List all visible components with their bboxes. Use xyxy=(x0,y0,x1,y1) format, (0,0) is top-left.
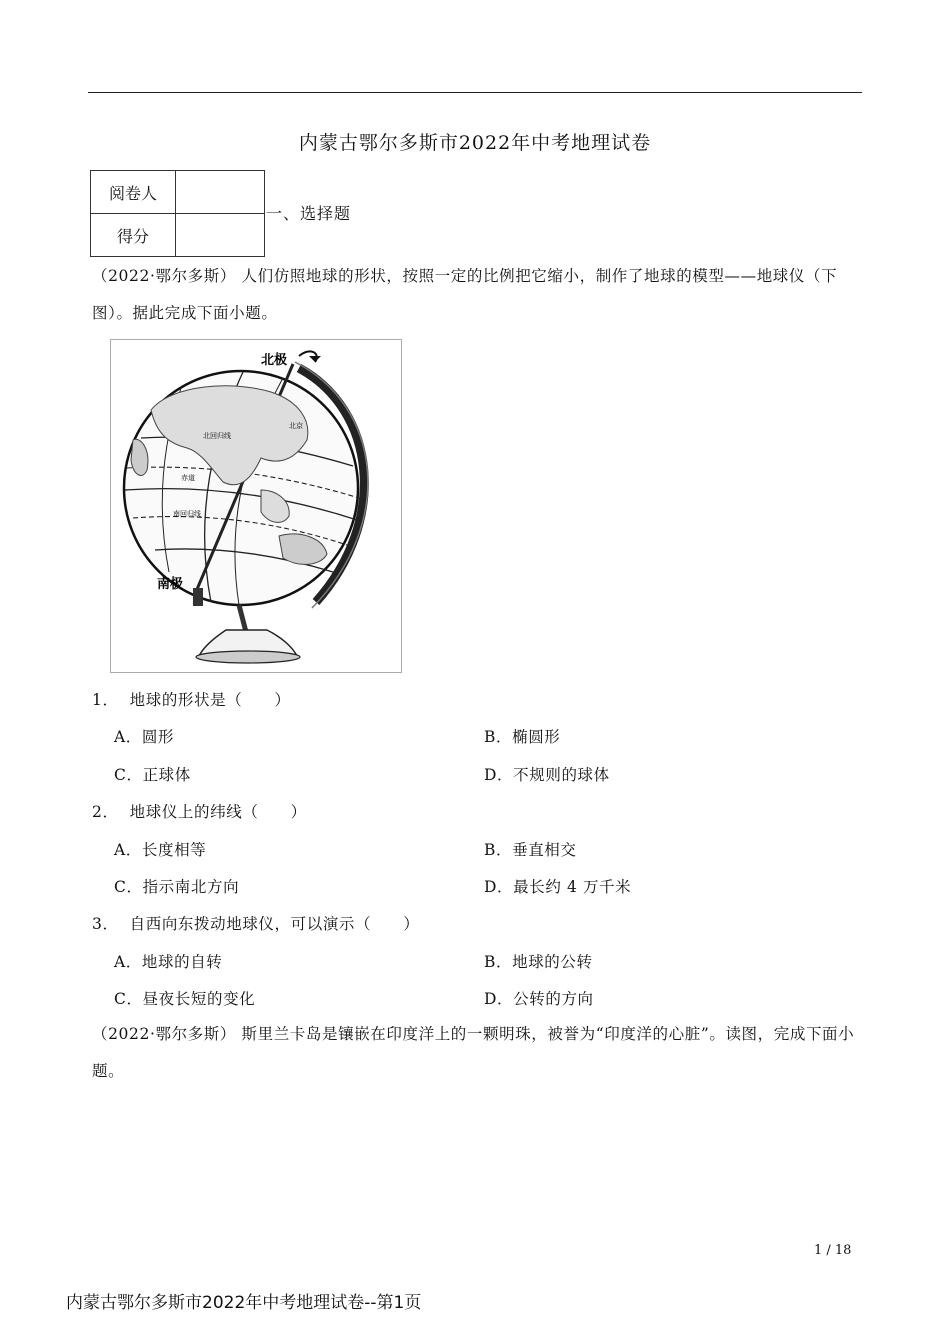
question-stem: 地球仪上的纬线（ ） xyxy=(129,803,307,821)
grader-cell xyxy=(176,171,265,214)
south-pole-label: 南极 xyxy=(157,577,184,592)
q1-option-a[interactable]: A．圆形 xyxy=(114,728,175,746)
q2-option-d[interactable]: D．最长约 4 万千米 xyxy=(484,878,632,896)
globe-image xyxy=(111,340,401,672)
intro-paragraph-2: （2022·鄂尔多斯） 斯里兰卡岛是镶嵌在印度洋上的一颗明珠，被誉为“印度洋的心脏”。读图，完成下面小题。 xyxy=(92,1025,855,1080)
intro-paragraph-1: （2022·鄂尔多斯） 人们仿照地球的形状，按照一定的比例把它缩小，制作了地球的模型——地球仪（下图）。据此完成下面小题。 xyxy=(92,267,838,322)
q2-option-c[interactable]: C．指示南北方向 xyxy=(114,878,240,896)
q3-option-c[interactable]: C．昼夜长短的变化 xyxy=(114,990,256,1008)
question-2 xyxy=(92,800,307,822)
question-stem: 自西向东拨动地球仪，可以演示（ ） xyxy=(129,915,420,933)
beijing-label: 北京 xyxy=(289,422,303,430)
tropic-north-label: 北回归线 xyxy=(203,432,231,440)
page-footer: 内蒙古鄂尔多斯市2022年中考地理试卷--第1页 xyxy=(66,1293,422,1313)
question-3 xyxy=(92,912,419,934)
question-number: 2． xyxy=(92,803,119,821)
score-label: 得分 xyxy=(91,214,176,257)
question-number: 3． xyxy=(92,915,119,933)
header-rule xyxy=(88,92,862,93)
question-number: 1． xyxy=(92,691,119,709)
q1-option-d[interactable]: D．不规则的球体 xyxy=(484,766,610,784)
north-pole-label: 北极 xyxy=(261,353,288,368)
page-number: 1 / 18 xyxy=(814,1243,852,1258)
equator-label: 赤道 xyxy=(181,474,195,482)
grader-label: 阅卷人 xyxy=(91,171,176,214)
q1-option-b[interactable]: B．椭圆形 xyxy=(484,728,561,746)
tropic-south-label: 南回归线 xyxy=(173,510,201,518)
q1-option-c[interactable]: C．正球体 xyxy=(114,766,191,784)
section-title: 一、选择题 xyxy=(266,204,352,223)
q3-option-a[interactable]: A．地球的自转 xyxy=(114,953,223,971)
q3-option-d[interactable]: D．公转的方向 xyxy=(484,990,594,1008)
globe-figure xyxy=(110,339,402,673)
q2-option-b[interactable]: B．垂直相交 xyxy=(484,841,577,859)
score-table xyxy=(90,170,265,257)
question-stem: 地球的形状是（ ） xyxy=(129,691,291,709)
question-1 xyxy=(92,688,291,710)
q2-option-a[interactable]: A．长度相等 xyxy=(114,841,207,859)
q3-option-b[interactable]: B．地球的公转 xyxy=(484,953,593,971)
page-title: 内蒙古鄂尔多斯市2022年中考地理试卷 xyxy=(298,132,652,154)
score-cell xyxy=(176,214,265,257)
